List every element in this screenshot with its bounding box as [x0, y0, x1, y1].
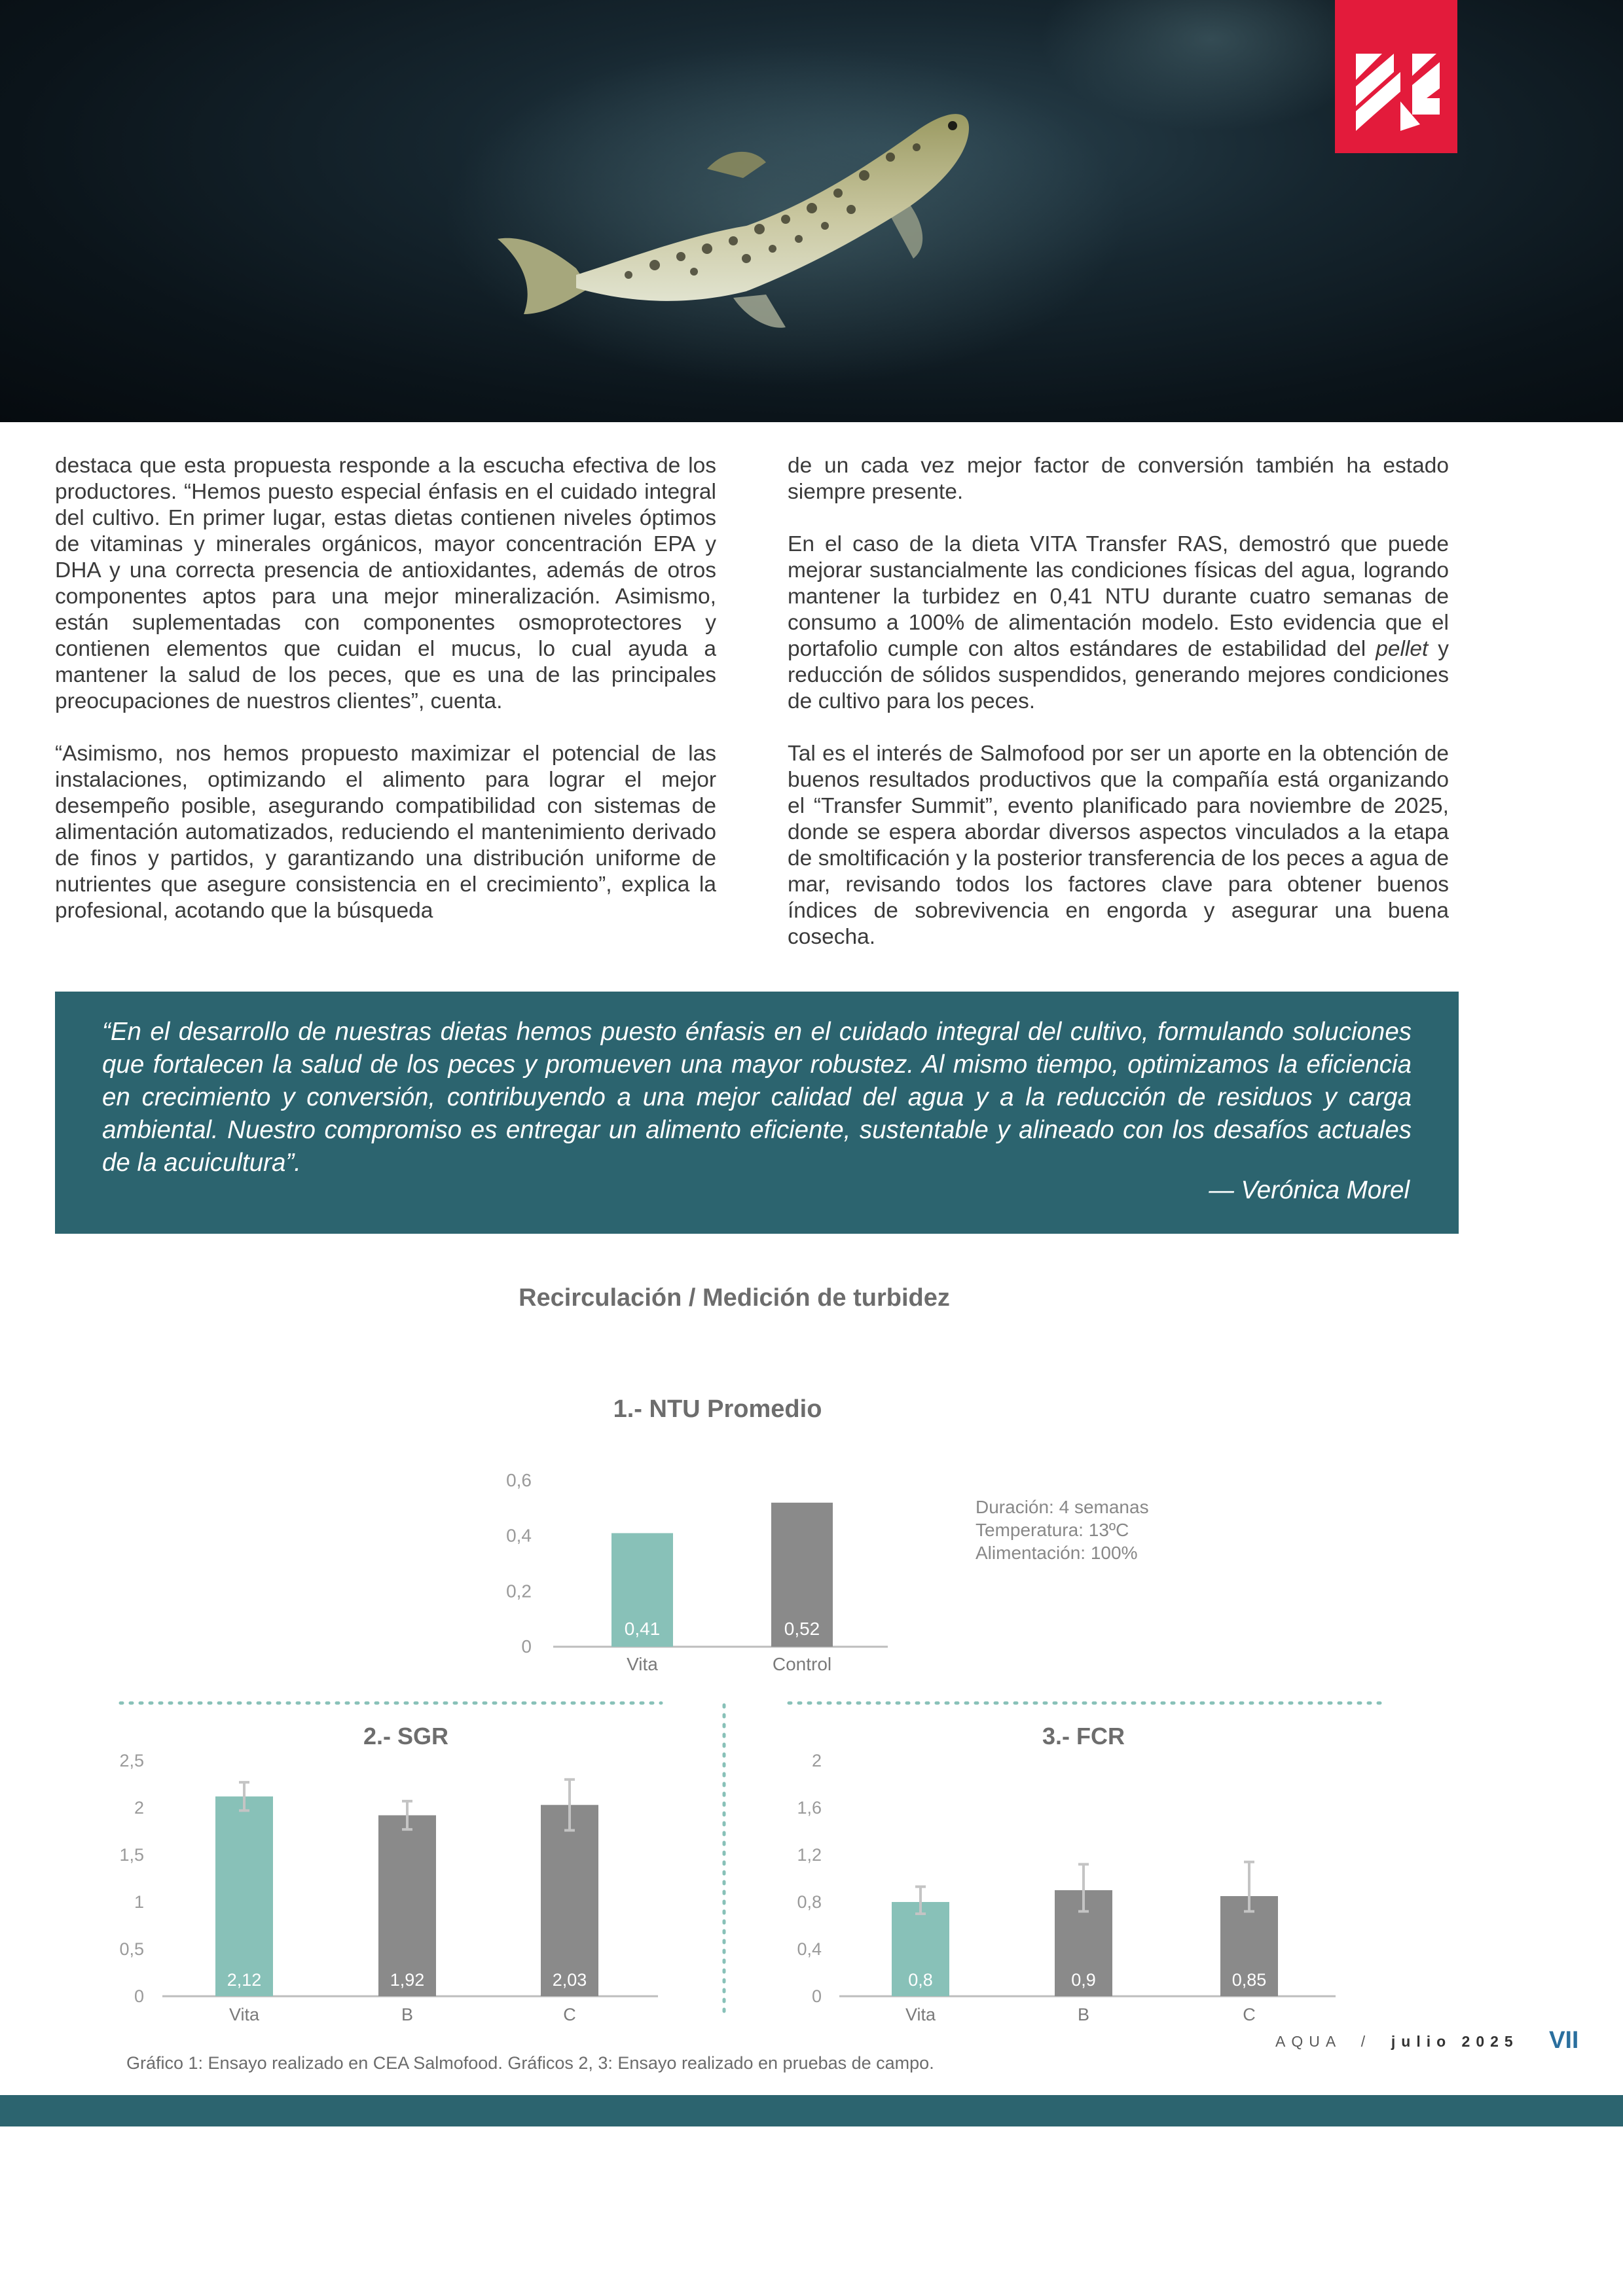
chart-title: 2.- SGR: [363, 1723, 449, 1749]
chart-sgr: [119, 1723, 658, 2024]
x-tick-label: B: [1077, 2005, 1090, 2024]
x-tick-label: Vita: [228, 2005, 260, 2024]
x-tick-label: Vita: [627, 1654, 658, 1674]
x-tick-label: Vita: [905, 2005, 936, 2024]
chart-caption: Gráfico 1: Ensayo realizado en CEA Salmofood. Gráficos 2, 3: Ensayo realizado en pruebas de campo.: [126, 2053, 934, 2073]
article-paragraph: “Asimismo, nos hemos propuesto maximizar el potencial de las instalaciones, optimizando el alimento para lograr el mejor desempeño posible, asegurando compatibilidad con sistemas de alimentación automatizados, reduciendo el mantenimiento derivado de finos y partidos, y garantizando una distribución uniforme de nutrientes que asegure consistencia en el crecimiento”, explica la profesional, acotando que la búsqueda: [55, 742, 716, 923]
y-tick-label: 0: [811, 1986, 822, 2006]
data-label: 0,9: [1071, 1970, 1096, 1990]
y-tick-label: 0: [521, 1636, 532, 1657]
chart-note: Temperatura: 13ºC: [976, 1520, 1129, 1540]
footer-bar: [0, 2095, 1623, 2126]
article-text: En el caso de la dieta VITA Transfer RAS, demostró que puede mejorar sustancialmente las condiciones físicas del agua, logrando mantener la turbidez en 0,41 NTU durante cuatro semanas de consumo a 100% de alimentación modelo. Esto evidencia que el portafolio cumple con altos estándares de estabilidad del: [788, 532, 1449, 661]
x-tick-label: Control: [772, 1654, 832, 1674]
charts-heading: Recirculación / Medición de turbidez: [519, 1284, 950, 1312]
y-tick-label: 0,6: [506, 1470, 532, 1490]
y-tick-label: 0,4: [797, 1939, 822, 1959]
x-tick-label: C: [1243, 2005, 1256, 2024]
article-text: y reducción de sólidos suspendidos, generando mejores condiciones de cultivo para los peces.: [788, 637, 1449, 713]
magazine-name: AQUA: [1275, 2033, 1341, 2050]
bar: [215, 1797, 273, 1996]
y-tick-label: 1,2: [797, 1845, 822, 1865]
issue-date: julio 2025: [1391, 2033, 1519, 2050]
article-paragraph: de un cada vez mejor factor de conversión también ha estado siempre presente.: [788, 454, 1449, 504]
y-tick-label: 0: [134, 1986, 144, 2006]
chart-ntu-promedio: [506, 1395, 1149, 1674]
y-tick-label: 0,8: [797, 1892, 822, 1912]
article-paragraph: Tal es el interés de Salmofood por ser un aporte en la obtención de buenos resultados productivos que la compañía está organizando el “Transfer Summit”, evento planificado para noviembre de 2025, donde se espera abordar diversos aspectos vinculados a la etapa de smoltificación y la posterior transferencia de los peces a agua de mar, revisando todos los factores clave para obtener buenos índices de sobrevivencia en engorda y asegurar una buena cosecha.: [788, 742, 1449, 949]
y-tick-label: 1,6: [797, 1798, 822, 1818]
y-tick-label: 2: [811, 1751, 822, 1770]
article-emphasis: pellet: [1376, 637, 1429, 661]
y-tick-label: 1,5: [119, 1845, 144, 1865]
chart-note: Alimentación: 100%: [976, 1543, 1138, 1563]
data-label: 1,92: [390, 1970, 425, 1990]
bar: [378, 1816, 436, 1996]
data-label: 0,52: [784, 1619, 820, 1639]
x-tick-label: C: [563, 2005, 576, 2024]
y-tick-label: 2: [134, 1798, 144, 1818]
chart-fcr: [797, 1723, 1336, 2024]
data-label: 0,85: [1231, 1970, 1267, 1990]
y-tick-label: 2,5: [119, 1751, 144, 1770]
data-label: 2,03: [552, 1970, 587, 1990]
chart-note: Duración: 4 semanas: [976, 1497, 1149, 1517]
data-label: 2,12: [227, 1970, 262, 1990]
chart-title: 3.- FCR: [1042, 1723, 1125, 1749]
y-tick-label: 1: [134, 1892, 144, 1912]
folio: [1275, 2033, 1519, 2051]
y-tick-label: 0,5: [119, 1939, 144, 1959]
bar: [541, 1805, 598, 1996]
folio-separator: /: [1360, 2033, 1372, 2050]
y-tick-label: 0,2: [506, 1581, 532, 1602]
x-tick-label: B: [401, 2005, 414, 2024]
quote-author: — Verónica Morel: [1209, 1176, 1410, 1204]
page-number: VII: [1549, 2026, 1579, 2053]
data-label: 0,8: [908, 1970, 933, 1990]
article-paragraph: destaca que esta propuesta responde a la escucha efectiva de los productores. “Hemos puesto especial énfasis en el cuidado integral del cultivo. En primer lugar, estas dietas contienen niveles óptimos de vitaminas y minerales orgánicos, mayor concentración EPA y DHA y una correcta presencia de antioxidantes, además de otros componentes aptos para una mejor mineralización. Asimismo, están suplementadas con componentes osmoprotectores y contienen elementos que cuidan el mucus, lo cual ayuda a mantener la salud de los peces, que es una de las principales preocupaciones de nuestros clientes”, cuenta.: [55, 454, 716, 713]
y-tick-label: 0,4: [506, 1525, 532, 1546]
chart-title: 1.- NTU Promedio: [613, 1395, 822, 1423]
quote-text: “En el desarrollo de nuestras dietas hemos puesto énfasis en el cuidado integral del cultivo, formulando soluciones que fortalecen la salud de los peces y promueven una mayor robustez. Al mismo tiempo, optimizamos la eficiencia en crecimiento y conversión, contribuyendo a una mejor calidad del agua y a la reducción de residuos y carga ambiental. Nuestro compromiso es entregar un alimento eficiente, sustentable y alineado con los desafíos actuales de la acuicultura”.: [102, 1018, 1412, 1177]
data-label: 0,41: [624, 1619, 661, 1639]
